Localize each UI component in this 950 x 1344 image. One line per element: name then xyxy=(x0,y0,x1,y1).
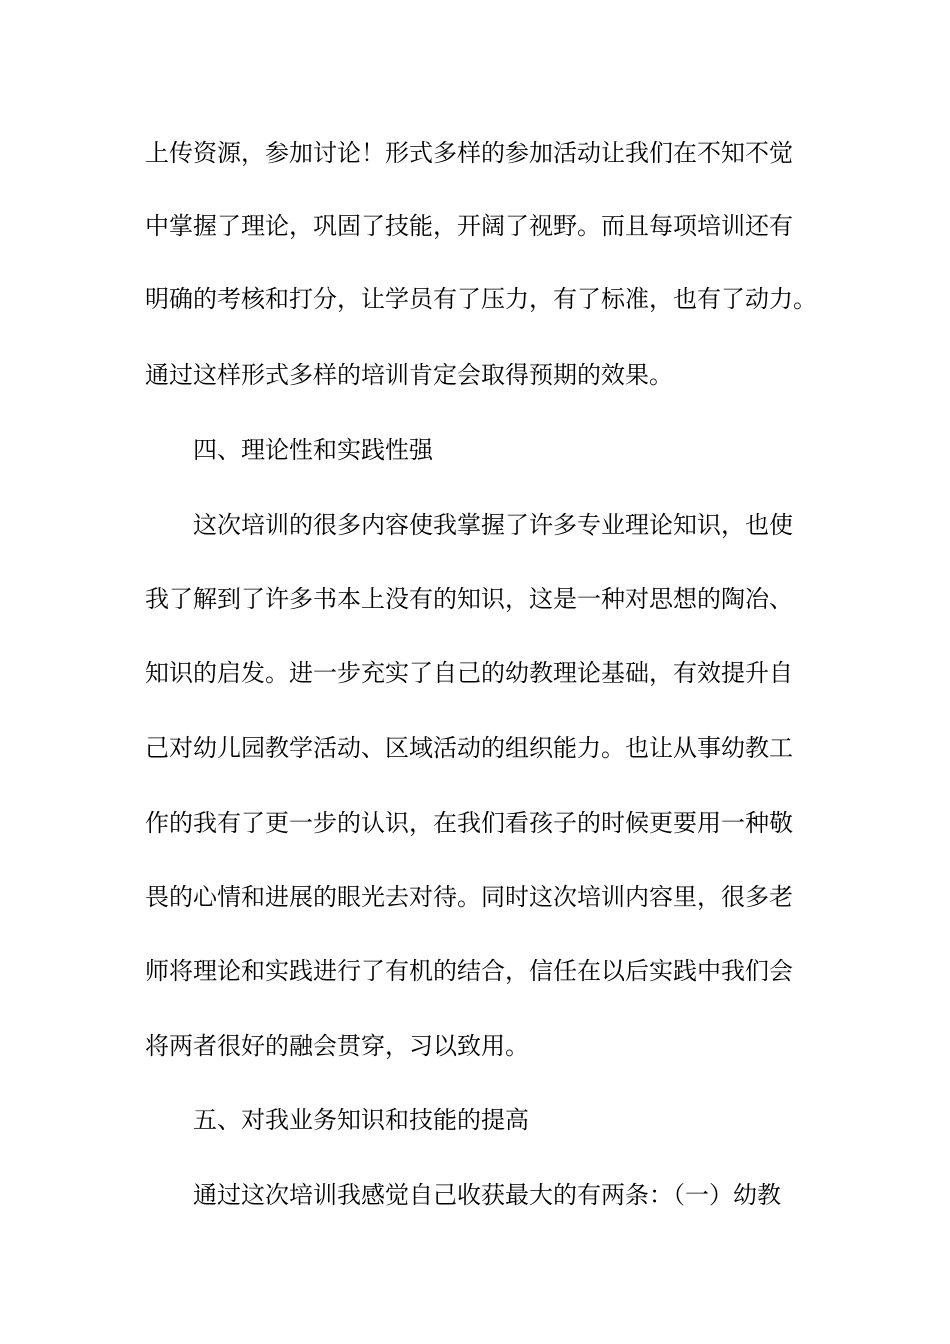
body-text-line: 上传资源，参加讨论！形式多样的参加活动让我们在不知不觉 xyxy=(145,139,793,167)
body-text-line: 畏的心情和进展的眼光去对待。同时这次培训内容里，很多老 xyxy=(145,883,793,911)
body-text-line: 知识的启发。进一步充实了自己的幼教理论基础，有效提升自 xyxy=(145,659,793,687)
body-text-line: 通过这次培训我感觉自己收获最大的有两条：（一）幼教 xyxy=(193,1181,781,1209)
body-text-line: 通过这样形式多样的培训肯定会取得预期的效果。 xyxy=(145,361,673,389)
body-text-line: 中掌握了理论，巩固了技能，开阔了视野。而且每项培训还有 xyxy=(145,212,793,240)
body-text-line: 我了解到了许多书本上没有的知识，这是一种对思想的陶冶、 xyxy=(145,585,793,613)
section-heading: 四、理论性和实践性强 xyxy=(193,436,433,464)
section-heading: 五、对我业务知识和技能的提高 xyxy=(193,1106,529,1134)
body-text-line: 作的我有了更一步的认识，在我们看孩子的时候更要用一种敬 xyxy=(145,809,793,837)
body-text-line: 这次培训的很多内容使我掌握了许多专业理论知识，也使 xyxy=(193,511,793,539)
body-text-line: 己对幼儿园教学活动、区域活动的组织能力。也让从事幼教工 xyxy=(145,734,793,762)
body-text-line: 师将理论和实践进行了有机的结合，信任在以后实践中我们会 xyxy=(145,957,793,985)
body-text-line: 将两者很好的融会贯穿，习以致用。 xyxy=(145,1032,529,1060)
body-text-line: 明确的考核和打分，让学员有了压力，有了标准，也有了动力。 xyxy=(145,285,817,313)
